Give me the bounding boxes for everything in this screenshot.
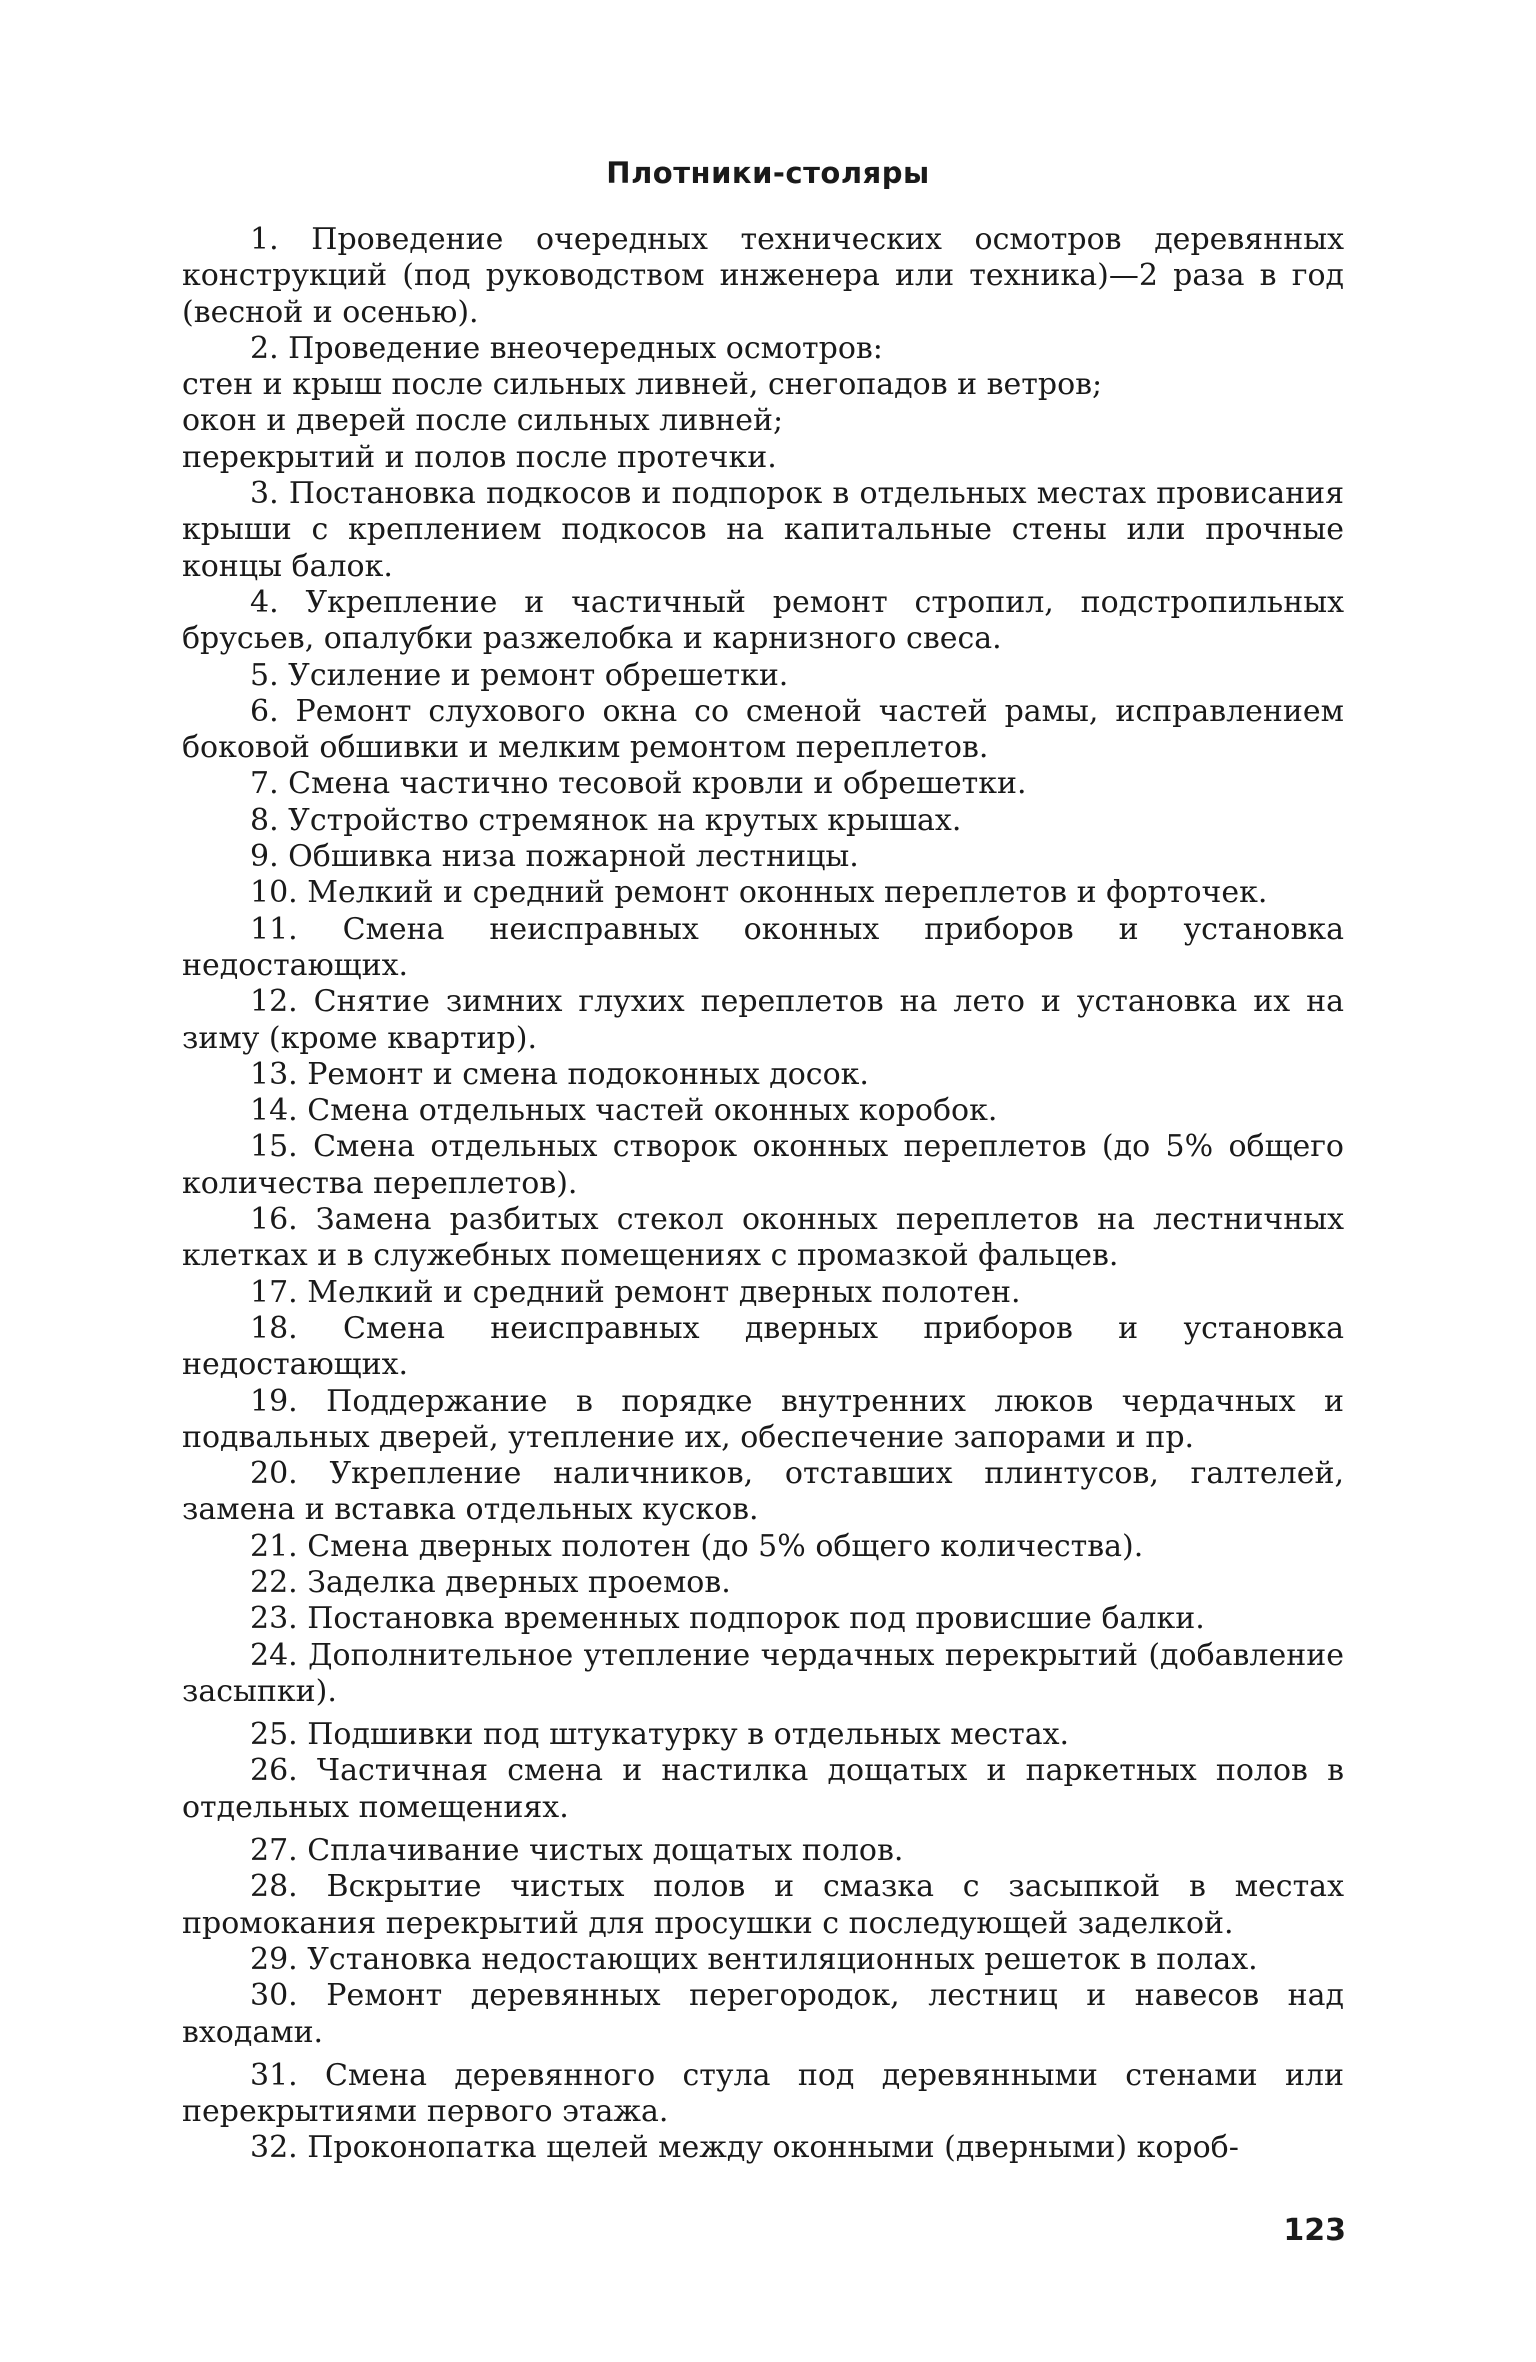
list-item-18: 18. Смена неисправных дверных приборов и установка недостающих.	[182, 1310, 1344, 1383]
list-item-16: 16. Замена разбитых стекол оконных переплетов на лестничных клетках и в служебных помещениях с промазкой фальцев.	[182, 1202, 1344, 1274]
list-item-10: 10. Мелкий и средний ремонт оконных переплетов и форточек.	[250, 875, 1268, 911]
list-item-20: 20. Укрепление наличников, отставших плинтусов, галтелей, замена и вставка отдельных кусков.	[182, 1456, 1344, 1528]
list-item-5: 5. Усиление и ремонт обрешетки.	[250, 657, 789, 693]
list-item-28: 28. Вскрытие чистых полов и смазка с засыпкой в местах промокания перекрытий для просушки с последующей заделкой.	[182, 1869, 1344, 1941]
list-item-30: 30. Ремонт деревянных перегородок, лестниц и навесов над входами.	[182, 1978, 1344, 2050]
list-item-15: 15. Смена отдельных створок оконных переплетов (до 5% общего количества переплетов).	[182, 1129, 1344, 1201]
list-item-32: 32. Проконопатка щелей между оконными (дверными) короб-	[250, 2130, 1239, 2166]
list-item-27: 27. Сплачивание чистых дощатых полов.	[250, 1833, 904, 1869]
page-number: 123	[1283, 2213, 1346, 2248]
list-item-7: 7. Смена частично тесовой кровли и обрешетки.	[250, 766, 1027, 802]
list-item-2: 2. Проведение внеочередных осмотров:	[250, 330, 883, 366]
list-subitem-walls-roofs: стен и крыш после сильных ливней, снегопадов и ветров;	[182, 367, 1103, 403]
list-item-26: 26. Частичная смена и настилка дощатых и паркетных полов в отдельных помещениях.	[182, 1753, 1344, 1825]
list-item-23: 23. Постановка временных подпорок под провисшие балки.	[250, 1601, 1205, 1637]
list-item-8: 8. Устройство стремянок на крутых крышах.	[250, 802, 962, 838]
list-item-17: 17. Мелкий и средний ремонт дверных полотен.	[250, 1274, 1021, 1310]
list-item-6: 6. Ремонт слухового окна со сменой частей рамы, исправлением боковой обшивки и мелким ремонтом переплетов.	[182, 693, 1344, 766]
list-item-24: 24. Дополнительное утепление чердачных перекрытий (добавление засыпки).	[182, 1637, 1344, 1709]
list-item-31: 31. Смена деревянного стула под деревянными стенами или перекрытиями первого этажа.	[182, 2057, 1344, 2130]
list-subitem-windows-doors: окон и дверей после сильных ливней;	[182, 403, 784, 439]
list-item-4: 4. Укрепление и частичный ремонт стропил, подстропильных брусьев, опалубки разжелобка и карнизного свеса.	[182, 584, 1344, 657]
list-item-22: 22. Заделка дверных проемов.	[250, 1564, 731, 1600]
list-item-3: 3. Постановка подкосов и подпорок в отдельных местах провисания крыши с креплением подкосов на капитальные стены или прочные концы балок.	[182, 476, 1344, 584]
list-item-21: 21. Смена дверных полотен (до 5% общего количества).	[250, 1528, 1144, 1564]
list-item-1: 1. Проведение очередных технических осмотров деревянных конструкций (под руководством инженера или техника)—2 раза в год (весной и осенью).	[182, 222, 1344, 330]
list-item-9: 9. Обшивка низа пожарной лестницы.	[250, 839, 859, 875]
list-item-11: 11. Смена неисправных оконных приборов и установка недостающих.	[182, 911, 1344, 983]
list-item-13: 13. Ремонт и смена подоконных досок.	[250, 1056, 869, 1092]
list-item-14: 14. Смена отдельных частей оконных коробок.	[250, 1093, 998, 1129]
text-body	[182, 222, 1344, 2167]
list-item-29: 29. Установка недостающих вентиляционных решеток в полах.	[250, 1941, 1258, 1977]
list-item-25: 25. Подшивки под штукатурку в отдельных местах.	[250, 1717, 1070, 1753]
section-heading: Плотники-столяры	[606, 156, 930, 190]
list-item-12: 12. Снятие зимних глухих переплетов на лето и установка их на зиму (кроме квартир).	[182, 984, 1344, 1056]
list-item-19: 19. Поддержание в порядке внутренних люков чердачных и подвальных дверей, утепление их, обеспечение запорами и пр.	[182, 1383, 1344, 1455]
list-subitem-floors: перекрытий и полов после протечки.	[182, 439, 777, 475]
